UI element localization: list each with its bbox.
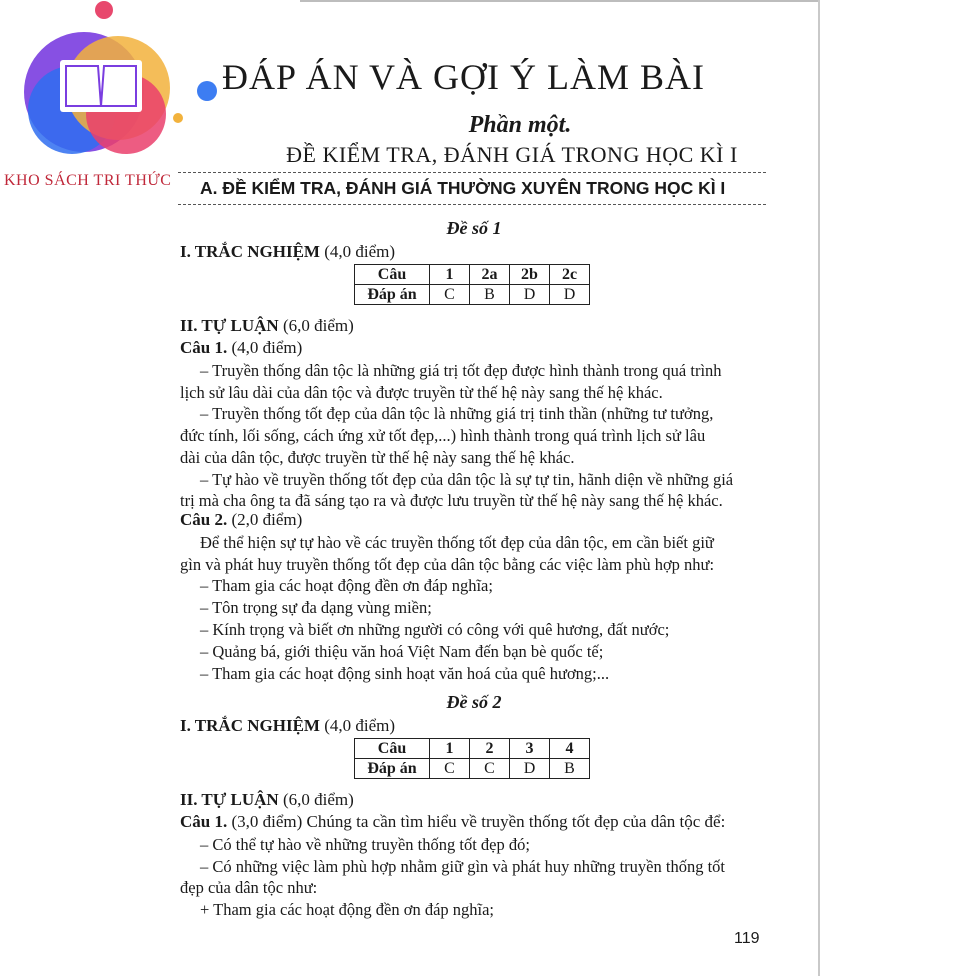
- page-right-edge: [818, 0, 820, 976]
- text-line: dài của dân tộc, được truyền từ thế hệ này sang thế hệ khác.: [180, 447, 575, 467]
- list-item: – Kính trọng và biết ơn những người có công với quê hương, đất nước;: [200, 620, 670, 639]
- q2-points: (2,0 điểm): [231, 510, 303, 529]
- essay-heading-label: II. TỰ LUẬN: [180, 316, 279, 335]
- text-line: – Truyền thống dân tộc là những giá trị tốt đẹp được hình thành trong quá trình: [200, 361, 722, 380]
- question-cell: 1: [430, 739, 470, 759]
- exam-1-mc-heading: [180, 242, 395, 262]
- q2-label: Câu 2.: [180, 510, 228, 529]
- question-cell: 1: [430, 265, 470, 285]
- exam-1-title: Đề số 1: [446, 218, 502, 238]
- mc-heading-points: (4,0 điểm): [324, 242, 396, 261]
- answer-cell: B: [550, 759, 590, 779]
- text-line: trị mà cha ông ta đã sáng tạo ra và được lưu truyền từ thế hệ này sang thế hệ khác.: [180, 491, 723, 511]
- text-line: – Có thể tự hào về những truyền thống tốt đẹp đó;: [200, 835, 530, 854]
- publisher-logo: [0, 0, 240, 200]
- divider-bottom: [178, 204, 766, 205]
- page-number: 119: [734, 930, 760, 947]
- answer-cell: C: [470, 759, 510, 779]
- answer-cell: B: [470, 285, 510, 305]
- exam-1-q2-heading: [180, 510, 302, 530]
- sub-title: ĐỀ KIỂM TRA, ĐÁNH GIÁ TRONG HỌC KÌ I: [286, 142, 738, 167]
- text-line: gìn và phát huy truyền thống tốt đẹp của dân tộc bằng các việc làm phù hợp như:: [180, 554, 715, 574]
- part-title: Phần một.: [468, 112, 572, 138]
- text-line: Để thể hiện sự tự hào về các truyền thống tốt đẹp của dân tộc, em cần biết giữ: [200, 533, 714, 552]
- q1-label: Câu 1.: [180, 812, 228, 831]
- exam-2-q1-answer: [180, 834, 766, 921]
- exam-1-q1-heading: [180, 338, 302, 358]
- mc-heading-label: I. TRẮC NGHIỆM: [180, 242, 320, 261]
- answer-cell: D: [550, 285, 590, 305]
- answer-cell: C: [430, 285, 470, 305]
- essay-heading-points: (6,0 điểm): [282, 316, 354, 335]
- exam-2-answer-table: [354, 738, 590, 779]
- exam-2-mc-heading: [180, 716, 395, 736]
- exam-1-q2-intro: [180, 532, 766, 575]
- q1-points: (4,0 điểm): [231, 338, 303, 357]
- table-row: [355, 739, 590, 759]
- main-title: ĐÁP ÁN VÀ GỢI Ý LÀM BÀI: [222, 57, 706, 97]
- table-answer-label: Đáp án: [355, 759, 430, 779]
- question-cell: 2a: [470, 265, 510, 285]
- table-row: [355, 759, 590, 779]
- table-row: [355, 265, 590, 285]
- page-top-edge: [300, 0, 820, 2]
- essay-heading-label: II. TỰ LUẬN: [180, 790, 279, 809]
- table-answer-label: Đáp án: [355, 285, 430, 305]
- q1-text: (3,0 điểm) Chúng ta cần tìm hiểu về truyền thống tốt đẹp của dân tộc để:: [231, 812, 726, 831]
- mc-heading-points: (4,0 điểm): [324, 716, 396, 735]
- exam-1-answer-table: [354, 264, 590, 305]
- answer-cell: D: [510, 759, 550, 779]
- text-line: lịch sử lâu dài của dân tộc và được truyền từ thế hệ này sang thế hệ khác.: [180, 382, 663, 402]
- table-header-label: Câu: [355, 739, 430, 759]
- question-cell: 3: [510, 739, 550, 759]
- exam-1-q1-answer: [180, 360, 766, 512]
- table-header-label: Câu: [355, 265, 430, 285]
- list-item: – Tôn trọng sự đa dạng vùng miền;: [200, 598, 432, 617]
- text-line: – Truyền thống tốt đẹp của dân tộc là những giá trị tinh thần (những tư tưởng,: [200, 404, 714, 424]
- question-cell: 2: [470, 739, 510, 759]
- answer-cell: C: [430, 759, 470, 779]
- exam-1-essay-heading: [180, 316, 354, 336]
- table-row: [355, 285, 590, 305]
- q1-label: Câu 1.: [180, 338, 228, 357]
- divider-top: [178, 172, 766, 173]
- section-heading: A. ĐỀ KIỂM TRA, ĐÁNH GIÁ THƯỜNG XUYÊN TRONG HỌC KÌ I: [200, 178, 726, 198]
- question-cell: 4: [550, 739, 590, 759]
- text-line: đẹp của dân tộc như:: [180, 878, 318, 898]
- exam-2-q1-heading: [180, 812, 725, 832]
- question-cell: 2b: [510, 265, 550, 285]
- question-cell: 2c: [550, 265, 590, 285]
- exam-2-title: Đề số 2: [446, 692, 502, 712]
- text-line: đức tính, lối sống, cách ứng xử tốt đẹp,...) hình thành trong quá trình lịch sử lâu: [180, 426, 706, 446]
- answer-cell: D: [510, 285, 550, 305]
- exam-2-essay-heading: [180, 790, 354, 810]
- text-line: – Tự hào về truyền thống tốt đẹp của dân tộc là sự tự tin, hãnh diện về những giá: [200, 469, 734, 489]
- list-item: – Quảng bá, giới thiệu văn hoá Việt Nam đến bạn bè quốc tế;: [200, 642, 604, 661]
- mc-heading-label: I. TRẮC NGHIỆM: [180, 716, 320, 735]
- list-item: – Tham gia các hoạt động sinh hoạt văn hoá của quê hương;...: [200, 664, 610, 683]
- essay-heading-points: (6,0 điểm): [282, 790, 354, 809]
- text-line: – Có những việc làm phù hợp nhằm giữ gìn và phát huy những truyền thống tốt: [200, 856, 725, 876]
- list-item: – Tham gia các hoạt động đền ơn đáp nghĩa;: [200, 576, 493, 595]
- logo-text: KHO SÁCH TRI THỨC: [4, 172, 172, 189]
- text-line: + Tham gia các hoạt động đền ơn đáp nghĩa;: [200, 900, 495, 920]
